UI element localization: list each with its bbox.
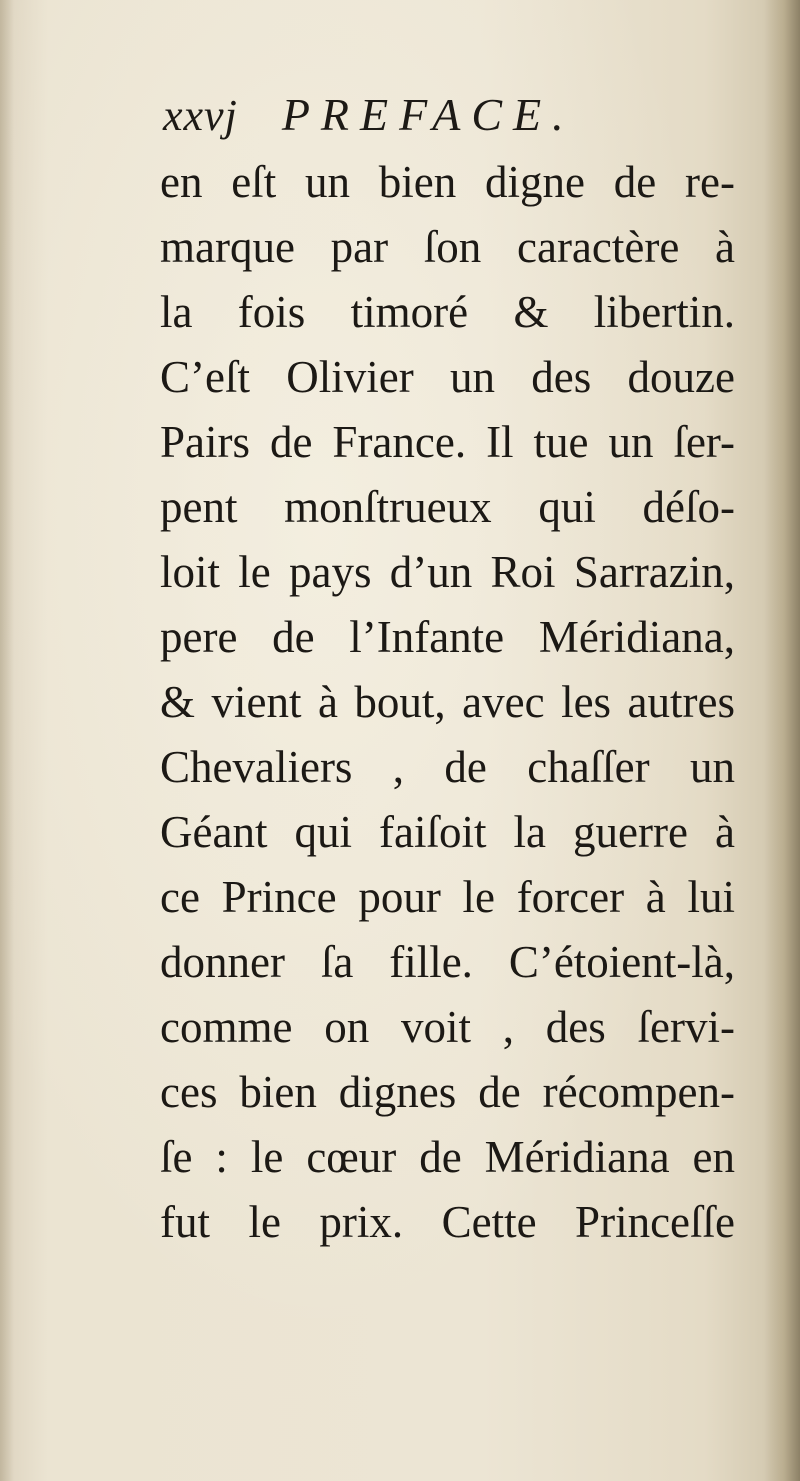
body-text bbox=[160, 150, 735, 1255]
text-line: pere de l’Infante Méridiana, bbox=[160, 612, 735, 662]
text-line: fut le prix. Cette Princeſſe bbox=[160, 1197, 735, 1247]
text-line: loit le pays d’un Roi Sarrazin, bbox=[160, 547, 735, 597]
text-line: ces bien dignes de récompen- bbox=[160, 1067, 735, 1117]
text-line: Chevaliers , de chaſſer un bbox=[160, 742, 735, 792]
text-line: ſe : le cœur de Méridiana en bbox=[160, 1132, 735, 1182]
text-line: marque par ſon caractère à bbox=[160, 222, 735, 272]
text-line: en eſt un bien digne de re- bbox=[160, 157, 735, 207]
text-line: la fois timoré & libertin. bbox=[160, 287, 735, 337]
text-line: ce Prince pour le forcer à lui bbox=[160, 872, 735, 922]
page-number: xxvj bbox=[163, 91, 238, 140]
page-gutter-shadow bbox=[764, 0, 800, 1481]
running-title: PREFACE. bbox=[281, 89, 575, 140]
text-line: Pairs de France. Il tue un ſer- bbox=[160, 417, 735, 467]
text-line: C’eſt Olivier un des douze bbox=[160, 352, 735, 402]
text-line: & vient à bout, avec les autres bbox=[160, 677, 735, 727]
text-line: comme on voit , des ſervi- bbox=[160, 1002, 735, 1052]
text-line: donner ſa fille. C’étoient-là, bbox=[160, 937, 735, 987]
text-line: pent monſtrueux qui déſo- bbox=[160, 482, 735, 532]
page-left-shadow bbox=[0, 0, 14, 1481]
text-line: Géant qui faiſoit la guerre à bbox=[160, 807, 735, 857]
page-header bbox=[163, 88, 575, 148]
